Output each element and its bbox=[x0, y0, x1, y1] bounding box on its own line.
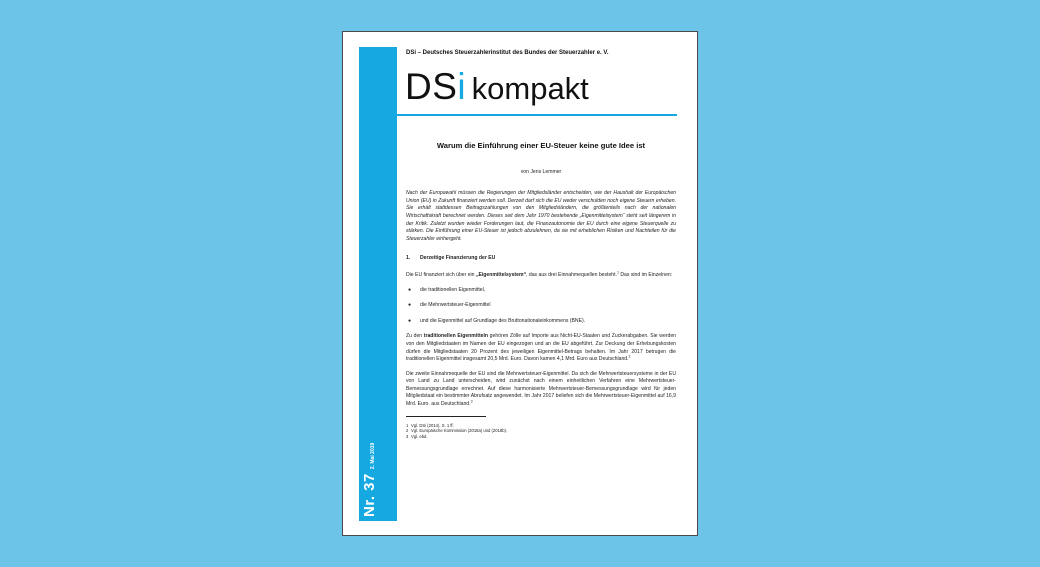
issue-label bbox=[361, 443, 379, 517]
list-item-text: die traditionellen Eigenmittel, bbox=[420, 286, 486, 293]
emphasis-text: traditionellen Eigenmitteln bbox=[423, 333, 488, 340]
dsi-kompakt-logo bbox=[405, 68, 589, 105]
footnote-text: Vgl. ebd. bbox=[411, 433, 428, 439]
article-abstract: Nach der Europawahl müssen die Regierungen der Mitgliedsländer entscheiden, wie der Haushalt der Europäischen Union (EU) in Zukunft finanziert werden soll. Derzeit darf sich die EU weder verschulden noch eigene Steuern erheben. Sie erhält stattdessen Beitragszahlungen von den Mitgliedsländern, die größtenteils nach der nationalen Wirtschaftskraft berechnet werden. Dieses seit dem Jahr 1970 bestehende „Eigenmittelsystem“ steht seit längerem in der Kritik. Zuletzt wurden wieder Forderungen laut, die Finanzautonomie der EU durch eine eigene Steuerquelle zu stärken. Die Einführung einer EU-Steuer ist jedoch abzulehnen, da sie mit erheblichen Risiken und Nachteilen für die Steuerzahler einhergeht. bbox=[406, 190, 676, 242]
list-item-text: und die Eigenmittel auf Grundlage des Bruttonationaleinkommens (BNE). bbox=[420, 317, 586, 324]
footnote-divider bbox=[406, 416, 486, 417]
footnote-number: 3 bbox=[406, 433, 409, 439]
bullet-icon: ● bbox=[408, 317, 412, 324]
article-title: Warum die Einführung einer EU-Steuer keine gute Idee ist bbox=[436, 141, 646, 150]
publisher-name: DSi – Deutsches Steuerzahlerinstitut des Bundes der Steuerzahler e. V. bbox=[406, 50, 609, 56]
header-rule bbox=[397, 114, 677, 116]
paragraph-eigenmittelsystem bbox=[406, 272, 676, 280]
list-item-text: die Mehrwertsteuer-Eigenmittel bbox=[420, 302, 491, 309]
section-heading bbox=[406, 255, 676, 263]
paragraph-text: , das aus drei Einnahmequellen besteht. bbox=[526, 271, 617, 278]
emphasis-text: „Eigenmittelsystem“ bbox=[475, 271, 527, 278]
issue-label-container bbox=[361, 317, 395, 517]
article-body bbox=[406, 142, 676, 439]
document-page bbox=[342, 31, 698, 536]
footnote-number: 1 bbox=[406, 422, 409, 428]
footnote bbox=[406, 434, 676, 440]
paragraph-text: Das sind im Einzelnen: bbox=[618, 271, 673, 278]
logo-i: i bbox=[457, 66, 466, 107]
revenue-sources-list bbox=[406, 287, 676, 326]
paragraph-text: Die EU finanziert sich über ein bbox=[406, 271, 476, 278]
paragraph-text: Zu den bbox=[406, 333, 424, 340]
bullet-icon: ● bbox=[408, 302, 412, 309]
paragraph-text: Die zweite Einnahmequelle der EU sind die Mehrwertsteuer-Eigenmittel. Da sich die Mehrwertsteuersysteme in der EU von Land zu Land unterscheiden, wird zunächst nach einem einheitlichen Verfahren eine Mehrwertsteuer-Bemessungsgrundlage errechnet. Auf diese harmonisierte Mehrwertsteuer-Bemessungsgrundlage wird für jeden Mitgliedstaat ein bestimmter Abrufsatz angewendet. Im Jahr 2017 beliefen sich die Mehrwertsteuer-Eigenmittel auf 16,9 Mrd. Euro. aus Deutschland. bbox=[406, 370, 676, 408]
footnote-ref[interactable]: 3 bbox=[470, 399, 473, 404]
issue-sidebar bbox=[359, 47, 397, 521]
bullet-icon: ● bbox=[408, 286, 412, 293]
paragraph-vat-own-resources bbox=[406, 371, 676, 409]
logo-kompakt: kompakt bbox=[471, 71, 589, 106]
footnote-ref[interactable]: 2 bbox=[628, 354, 631, 359]
logo-ds: DS bbox=[405, 66, 458, 107]
section-title: Derzeitige Finanzierung der EU bbox=[420, 255, 496, 262]
list-item bbox=[406, 302, 676, 310]
section-number: 1. bbox=[406, 255, 411, 262]
paragraph-text: gehören Zölle auf Importe aus Nicht-EU-Staaten und Zuckerabgaben. Sie werden von den Mitgliedstaaten im Namen der EU eingezogen und an die EU abgeführt. Zur Deckung der Erhebungskosten dürfen die Mitgliedstaaten 20 Prozent des jeweiligen Eigenmittel-Betrags behalten. Im Jahr 2017 betrugen die traditionellen Eigenmittel insgesamt 20,5 Mrd. Euro. Davon kamen 4,1 Mrd. Euro aus Deutschland. bbox=[406, 333, 676, 363]
list-item bbox=[406, 318, 676, 326]
paragraph-traditional-own-resources bbox=[406, 333, 676, 363]
issue-date: 2. Mai 2019 bbox=[370, 442, 376, 470]
list-item bbox=[406, 287, 676, 295]
article-author: von Jens Lemmer bbox=[520, 168, 562, 175]
footnote-number: 2 bbox=[406, 428, 409, 434]
footnote-text: Vgl. Europäische Kommission (2018a) und (2018b). bbox=[411, 428, 508, 434]
footnote-text: Vgl. DSi (2014), S. 1 ff. bbox=[411, 422, 454, 428]
issue-number: Nr. 37 bbox=[361, 473, 378, 517]
footnote-ref[interactable]: 1 bbox=[616, 270, 619, 275]
